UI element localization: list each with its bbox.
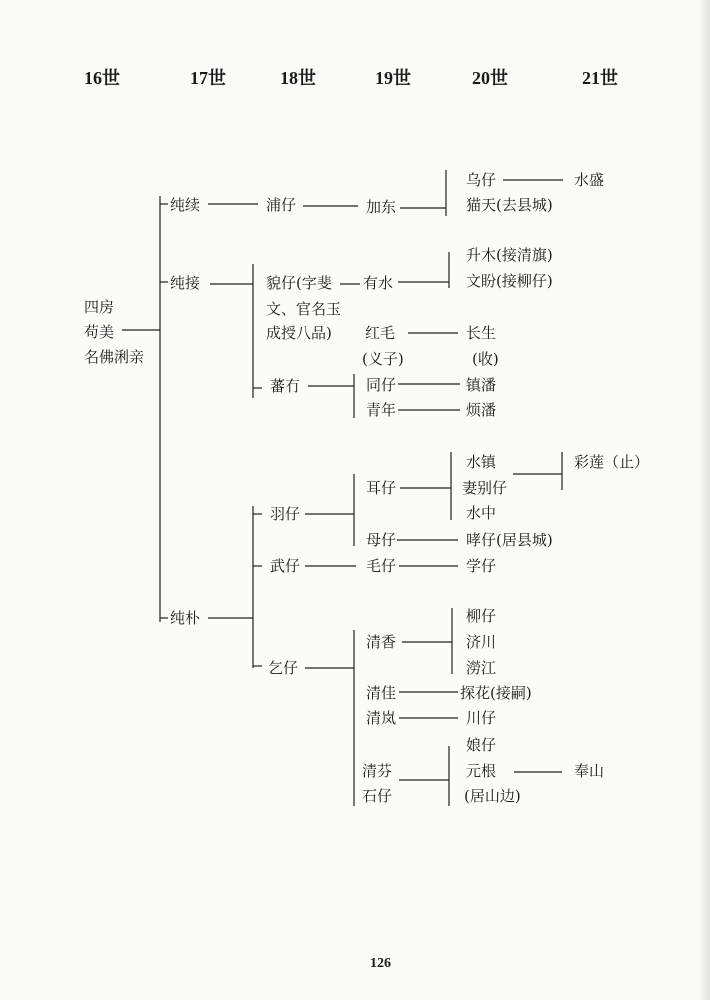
node-xiaozai: 哮仔(居县城) <box>466 531 553 549</box>
node-zhenpan: 镇潘 <box>466 376 497 394</box>
node-tanhua: 探花(接嗣) <box>460 684 532 702</box>
node-tongzai: 同仔 <box>366 376 397 394</box>
node-niangzai: 娘仔 <box>466 736 497 754</box>
node-yuangen: 元根 <box>466 762 497 780</box>
node-liuzai: 柳仔 <box>466 607 497 625</box>
node-chunpu: 纯朴 <box>170 609 201 627</box>
generation-21: 21世 <box>582 68 618 88</box>
node-shuisheng: 水盛 <box>574 171 605 189</box>
root-line-1: 四房 <box>84 298 115 316</box>
node-fanyou: 蕃冇 <box>270 377 301 395</box>
node-chuanzai: 川仔 <box>466 709 497 727</box>
node-qinglan: 清岚 <box>366 709 397 727</box>
node-wenpan: 文盼(接柳仔) <box>466 272 553 290</box>
node-dingjiang: 澇江 <box>466 659 497 677</box>
node-erzai: 耳仔 <box>366 479 397 497</box>
node-fengshan: 奉山 <box>574 762 605 780</box>
node-shizai: 石仔 <box>362 787 393 805</box>
node-maotian: 猫天(去县城) <box>466 196 553 214</box>
page-number: 126 <box>370 956 391 971</box>
generation-18: 18世 <box>280 68 316 88</box>
node-wuzai: 乌仔 <box>466 171 497 189</box>
node-maozai-line-1: 貌仔(字斐 <box>266 274 332 292</box>
node-changsheng: 长生 <box>466 324 497 342</box>
node-hongmao: 红毛 <box>365 324 396 342</box>
node-wuzai2: 武仔 <box>270 557 301 575</box>
node-xuezai: 学仔 <box>466 557 497 575</box>
node-shou: (收) <box>472 350 499 368</box>
node-chunjie: 纯接 <box>170 274 201 292</box>
node-puzai: 浦仔 <box>266 196 297 214</box>
node-jushanbian: (居山边) <box>464 787 521 805</box>
node-qingfen: 清芬 <box>362 762 393 780</box>
node-maozai-line-3: 成授八品) <box>266 324 332 342</box>
node-jichuan: 济川 <box>466 633 497 651</box>
node-qingnian: 青年 <box>366 401 397 419</box>
node-yizi: (义子) <box>362 350 404 368</box>
node-shuizhong: 水中 <box>466 504 497 522</box>
generation-20: 20世 <box>472 68 508 88</box>
node-fanpan: 烦潘 <box>466 401 497 419</box>
node-jiadong: 加东 <box>366 198 397 216</box>
node-youshui: 有水 <box>363 274 394 292</box>
generation-17: 17世 <box>190 68 226 88</box>
node-chunxu: 纯续 <box>170 196 201 214</box>
root-line-2: 苟美 <box>84 323 115 341</box>
node-maozai-line-2: 文、官名玉 <box>266 300 342 318</box>
node-qingjia: 清佳 <box>366 684 397 702</box>
node-muzai: 母仔 <box>366 531 397 549</box>
node-qibiezai: 妻别仔 <box>462 479 508 497</box>
node-maozai2: 毛仔 <box>366 557 397 575</box>
node-caolian: 彩莲（止） <box>574 453 650 471</box>
node-shengmu: 升木(接清旗) <box>466 246 553 264</box>
scan-edge-shadow <box>698 0 710 1000</box>
generation-16: 16世 <box>84 68 120 88</box>
node-yuzai: 羽仔 <box>270 505 301 523</box>
generation-19: 19世 <box>375 68 411 88</box>
root-line-3: 名佛浰亲 <box>84 348 145 366</box>
node-qizai: 乞仔 <box>268 659 299 677</box>
node-qingxiang: 清香 <box>366 633 397 651</box>
node-shuizhen: 水镇 <box>466 453 497 471</box>
